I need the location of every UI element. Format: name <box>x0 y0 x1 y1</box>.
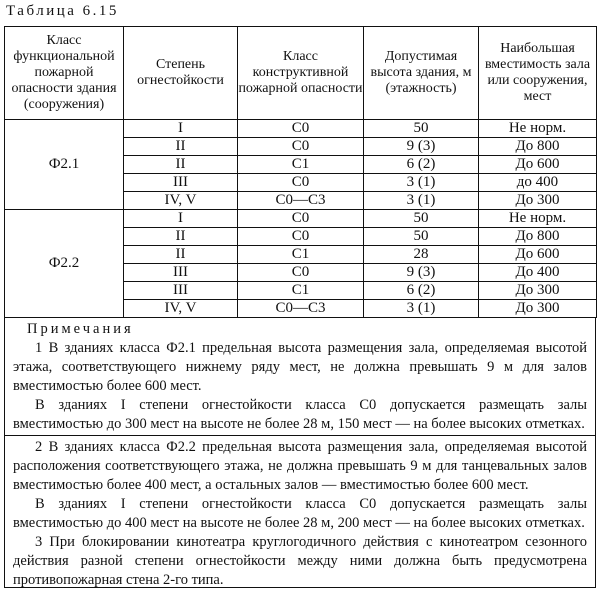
kpo-cell: С0 <box>238 138 364 156</box>
kpo-cell: С0—С3 <box>238 300 364 318</box>
height-cell: 50 <box>364 228 479 246</box>
degree-cell: III <box>124 174 238 192</box>
kpo-cell: С0 <box>238 210 364 228</box>
degree-cell: III <box>124 264 238 282</box>
note-1-paragraph-1: 1 В зданиях класса Ф2.1 предельная высота размещения зала, определяемая высотой этажа, соответствующего нижнему ряду мест, не должна превышать 9 м для залов вместимостью более 600 мест. <box>13 340 587 394</box>
kpo-cell: С1 <box>238 282 364 300</box>
degree-cell: IV, V <box>124 300 238 318</box>
fire-safety-table <box>4 26 597 318</box>
header-class: Класс функциональной пожарной опасности здания (сооружения) <box>5 27 124 120</box>
note-3-paragraph: 3 При блокировании кинотеатра круглогодичного действия с кинотеатром сезонного действия разной степени огнестойкости между ними должна быть предусмотрена противопожарная стена 2-го типа. <box>13 534 587 588</box>
height-cell: 3 (1) <box>364 174 479 192</box>
notes-divider <box>5 435 595 436</box>
height-cell: 9 (3) <box>364 138 479 156</box>
table-row <box>5 120 597 138</box>
table-title: Таблица 6.15 <box>6 3 119 19</box>
capacity-cell: До 300 <box>479 300 597 318</box>
capacity-cell: До 600 <box>479 246 597 264</box>
height-cell: 3 (1) <box>364 192 479 210</box>
header-degree: Степень огнестойкости <box>124 27 238 120</box>
note-2-paragraph-2: В зданиях I степени огнестойкости класса С0 допускается размещать залы вместимостью до 400 мест на высоте не более 28 м, 200 мест — на более высоких отметках. <box>13 496 587 531</box>
kpo-cell: С0 <box>238 120 364 138</box>
capacity-cell: Не норм. <box>479 120 597 138</box>
capacity-cell: До 800 <box>479 138 597 156</box>
kpo-cell: С0 <box>238 264 364 282</box>
kpo-cell: С0 <box>238 228 364 246</box>
height-cell: 3 (1) <box>364 300 479 318</box>
capacity-cell: До 300 <box>479 192 597 210</box>
notes-block <box>4 317 596 588</box>
header-row <box>5 27 597 120</box>
notes-heading: Примечания <box>27 321 134 337</box>
kpo-cell: С0—С3 <box>238 192 364 210</box>
height-cell: 6 (2) <box>364 156 479 174</box>
kpo-cell: С0 <box>238 174 364 192</box>
class-cell: Ф2.2 <box>5 210 124 318</box>
capacity-cell: До 800 <box>479 228 597 246</box>
header-kpo: Класс конструктивной пожарной опасности <box>238 27 364 120</box>
kpo-cell: С1 <box>238 156 364 174</box>
degree-cell: II <box>124 228 238 246</box>
degree-cell: II <box>124 138 238 156</box>
kpo-cell: С1 <box>238 246 364 264</box>
capacity-cell: До 300 <box>479 282 597 300</box>
height-cell: 50 <box>364 120 479 138</box>
degree-cell: II <box>124 156 238 174</box>
degree-cell: I <box>124 120 238 138</box>
degree-cell: I <box>124 210 238 228</box>
degree-cell: IV, V <box>124 192 238 210</box>
table-row <box>5 210 597 228</box>
note-2-paragraph-1: 2 В зданиях класса Ф2.2 предельная высота размещения зала, определяемая высотой расположения соответствующего этажа, не должна превышать 9 м для танцевальных залов вместимостью более 400 мест, а остальных залов — вместимостью более 600 мест. <box>13 439 587 493</box>
class-cell: Ф2.1 <box>5 120 124 210</box>
degree-cell: III <box>124 282 238 300</box>
capacity-cell: До 600 <box>479 156 597 174</box>
capacity-cell: до 400 <box>479 174 597 192</box>
header-capacity: Наибольшая вместимость зала или сооружения, мест <box>479 27 597 120</box>
note-1-paragraph-2: В зданиях I степени огнестойкости класса С0 допускается размещать залы вместимостью до 300 мест на высоте не более 28 м, 150 мест — на более высоких отметках. <box>13 397 587 432</box>
capacity-cell: Не норм. <box>479 210 597 228</box>
header-height: Допустимая высота здания, м (этажность) <box>364 27 479 120</box>
height-cell: 9 (3) <box>364 264 479 282</box>
height-cell: 50 <box>364 210 479 228</box>
degree-cell: II <box>124 246 238 264</box>
height-cell: 6 (2) <box>364 282 479 300</box>
height-cell: 28 <box>364 246 479 264</box>
capacity-cell: До 400 <box>479 264 597 282</box>
